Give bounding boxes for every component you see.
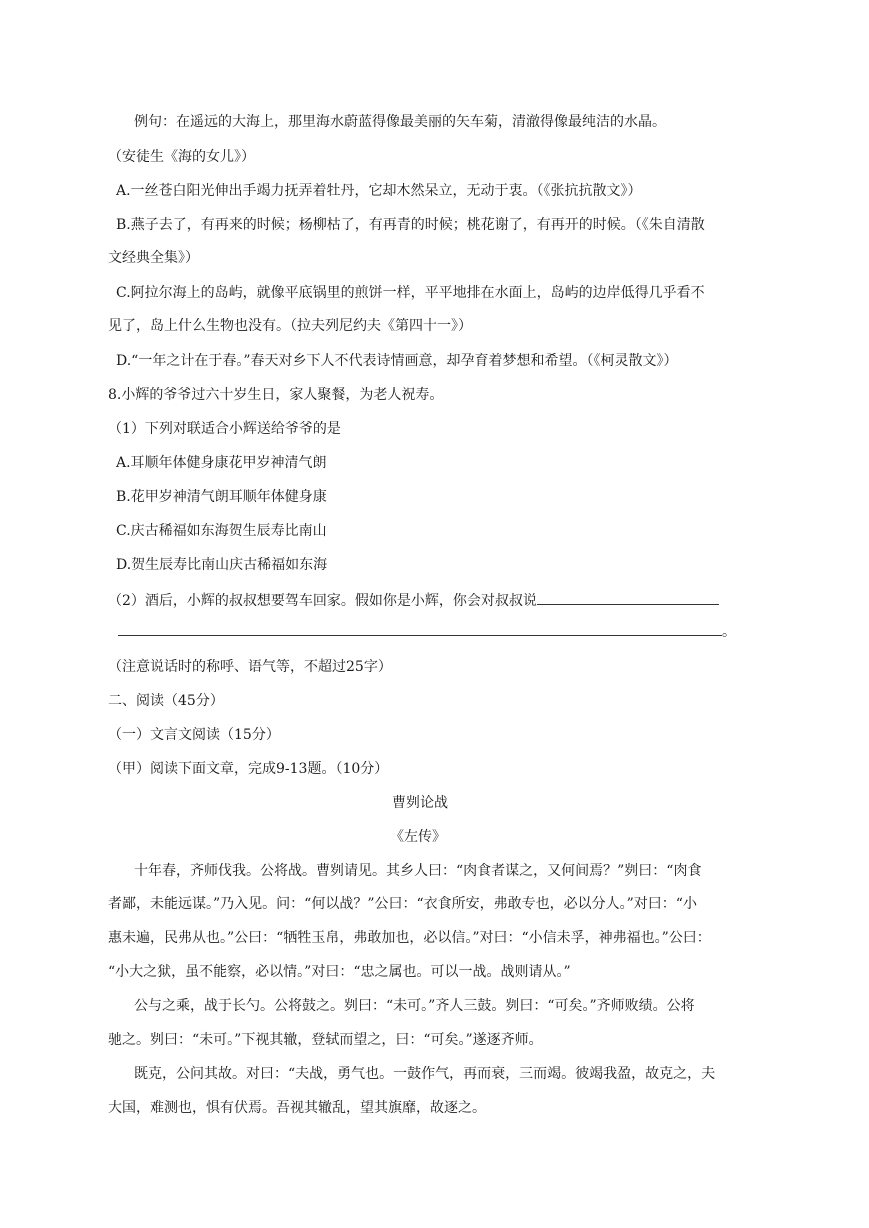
article-p1-line4: “小大之狱，虽不能察，必以情。”对曰：“忠之属也。可以一战。战则请从。” xyxy=(108,964,571,980)
option-d: D.“一年之计在于春。”春天对乡下人不代表诗情画意，却孕育着梦想和希望。（《柯灵散文》） xyxy=(116,353,678,369)
section-part-a: （甲）阅读下面文章，完成9-13题。（10分） xyxy=(108,761,389,777)
couplet-option-b: B.花甲岁神清气朗耳顺年体健身康 xyxy=(116,489,327,505)
article-p2-line2: 驰之。刿曰：“未可。”下视其辙，登轼而望之，曰：“可矣。”遂逐齐师。 xyxy=(108,1032,543,1048)
question-8-note: （注意说话时的称呼、语气等，不超过25字） xyxy=(108,659,392,675)
section-heading: 二、阅读（45分） xyxy=(108,693,224,709)
answer-blank-line2[interactable] xyxy=(118,621,722,636)
option-c-line2: 见了，岛上什么生物也没有。（拉夫列尼约夫《第四十一》） xyxy=(108,318,472,334)
article-p1-line1: 十年春，齐师伐我。公将战。曹刿请见。其乡人曰：“肉食者谋之，又何间焉？”刿曰：“肉食 xyxy=(134,863,702,879)
example-source: （安徒生《海的女儿》） xyxy=(108,149,255,165)
option-a: A.一丝苍白阳光伸出手竭力抚弄着牡丹，它却木然呆立，无动于衷。（《张抗抗散文》） xyxy=(116,183,642,199)
section-part1: （一）文言文阅读（15分） xyxy=(108,727,280,743)
option-b-line2: 文经典全集》） xyxy=(108,250,199,266)
couplet-option-c: C.庆古稀福如东海贺生辰寿比南山 xyxy=(116,523,327,539)
couplet-option-a: A.耳顺年体健身康花甲岁神清气朗 xyxy=(116,455,327,471)
article-source: 《左传》 xyxy=(390,829,446,845)
answer-line2 xyxy=(118,621,736,642)
article-p3-line1: 既克，公问其故。对曰：“夫战，勇气也。一鼓作气，再而衰，三而竭。彼竭我盈，故克之，夫 xyxy=(134,1066,716,1082)
option-b-line1: B.燕子去了，有再来的时候；杨柳枯了，有再青的时候；桃花谢了，有再开的时候。（《朱自清散 xyxy=(116,217,705,233)
question-8-stem: 8.小辉的爷爷过六十岁生日，家人聚餐，为老人祝寿。 xyxy=(108,387,444,403)
article-title: 曹刿论战 xyxy=(392,795,448,811)
question-8-sub2-text: （2）酒后，小辉的叔叔想要驾车回家。假如你是小辉，你会对叔叔说 xyxy=(108,593,537,609)
question-8-sub1: （1）下列对联适合小辉送给爷爷的是 xyxy=(108,421,341,437)
article-p3-line2: 大国，难测也，惧有伏焉。吾视其辙乱，望其旗靡，故逐之。 xyxy=(108,1100,486,1116)
option-c-line1: C.阿拉尔海上的岛屿，就像平底锅里的煎饼一样，平平地排在水面上，岛屿的边岸低得几乎看不 xyxy=(116,285,705,301)
answer-blank-line1[interactable] xyxy=(537,590,719,605)
article-p1-line2: 者鄙，未能远谋。”乃入见。问：“何以战？”公曰：“衣食所安，弗敢专也，必以分人。”对曰：“小 xyxy=(108,896,697,912)
question-8-sub2 xyxy=(108,590,719,611)
article-p2-line1: 公与之乘，战于长勺。公将鼓之。刿曰：“未可。”齐人三鼓。刿曰：“可矣。”齐师败绩。公将 xyxy=(134,998,695,1014)
answer-period: 。 xyxy=(722,624,736,640)
example-sentence: 例句：在遥远的大海上，那里海水蔚蓝得像最美丽的矢车菊，清澈得像最纯洁的水晶。 xyxy=(134,114,666,130)
article-p1-line3: 惠未遍，民弗从也。”公曰：“牺牲玉帛，弗敢加也，必以信。”对曰：“小信未孚，神弗福也。”公曰： xyxy=(108,930,711,946)
couplet-option-d: D.贺生辰寿比南山庆古稀福如东海 xyxy=(116,557,328,573)
